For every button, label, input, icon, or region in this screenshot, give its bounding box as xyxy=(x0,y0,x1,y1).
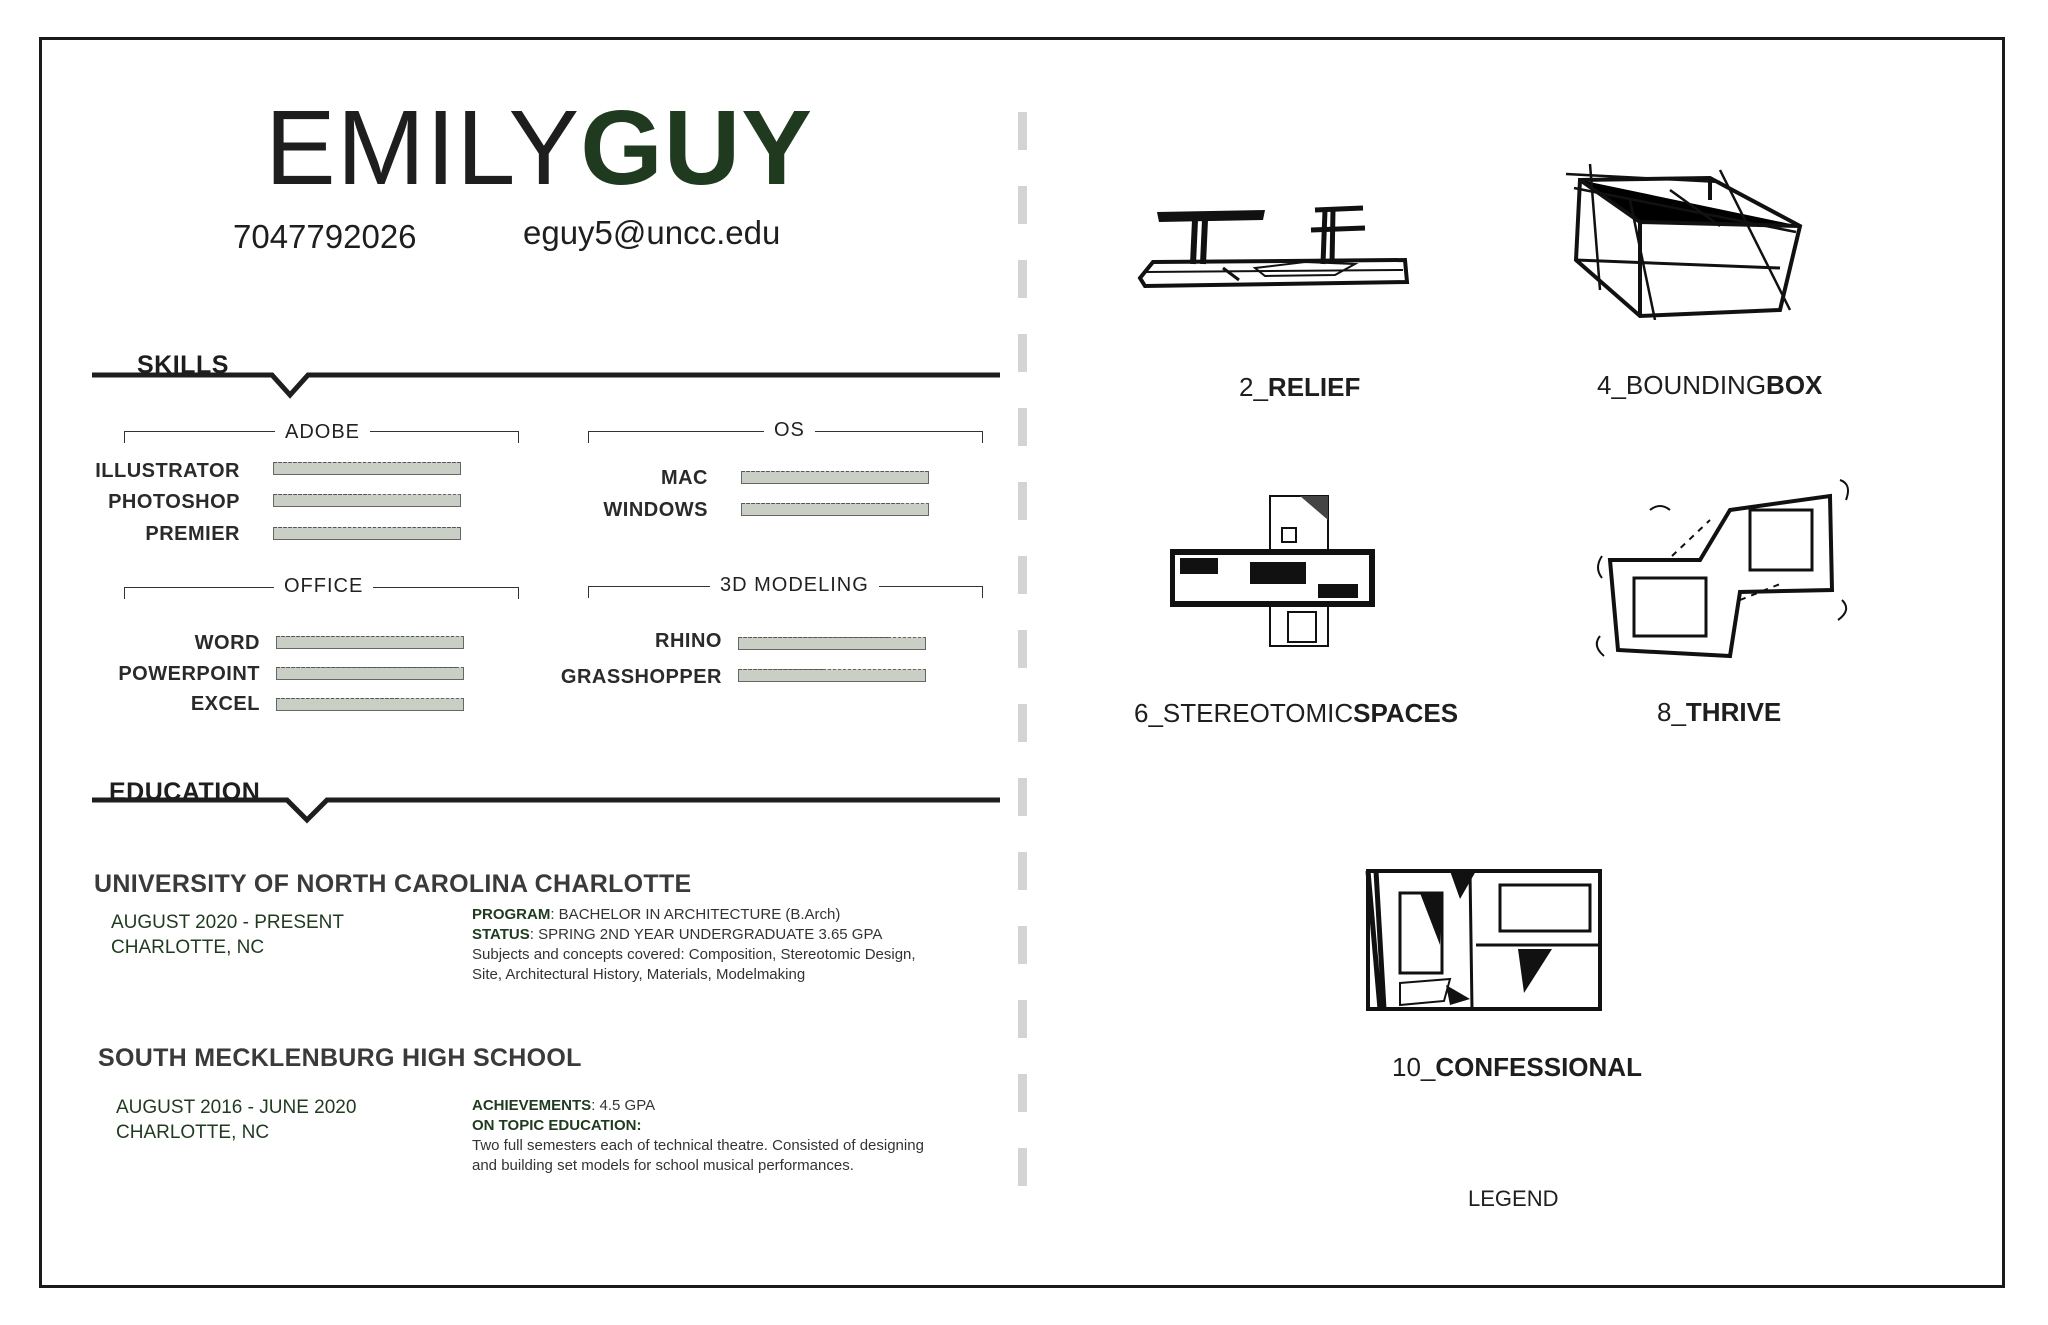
skill-bar-word-level xyxy=(277,636,454,639)
divider-dash xyxy=(1018,852,1027,890)
skill-label-windows: WINDOWS xyxy=(603,499,708,521)
smhs-details xyxy=(472,1096,932,1176)
modeling-category-label: 3D MODELING xyxy=(710,574,879,597)
divider-dash xyxy=(1018,1074,1027,1112)
divider-dash xyxy=(1018,408,1027,446)
confessional-sketch-icon xyxy=(1340,865,1620,1015)
school-name-smhs: SOUTH MECKLENBURG HIGH SCHOOL xyxy=(98,1044,582,1072)
divider-dash xyxy=(1018,556,1027,594)
skill-bar-photoshop-level xyxy=(274,494,367,497)
skill-label-mac: MAC xyxy=(660,467,708,489)
last-name: GUY xyxy=(580,89,813,207)
skill-bar-photoshop xyxy=(273,494,461,507)
skill-bar-powerpoint xyxy=(276,667,464,680)
skill-bar-mac xyxy=(741,471,929,484)
email-address[interactable]: eguy5@uncc.edu xyxy=(523,214,781,251)
uncc-dates: AUGUST 2020 - PRESENT xyxy=(111,912,345,933)
uncc-program-label: PROGRAM xyxy=(472,906,551,923)
skill-bar-excel xyxy=(276,698,464,711)
skill-bar-powerpoint-level xyxy=(277,667,457,670)
uncc-subjects: Subjects and concepts covered: Composition, Stereotomic Design, Site, Architectural History, Materials, Modelmaking xyxy=(472,946,916,983)
relief-sketch-icon xyxy=(1135,200,1415,300)
smhs-location: CHARLOTTE, NC xyxy=(116,1122,270,1143)
uncc-status-value: : SPRING 2ND YEAR UNDERGRADUATE 3.65 GPA xyxy=(529,926,883,943)
divider-dash xyxy=(1018,186,1027,224)
skills-rule xyxy=(92,365,1000,401)
skill-bar-rhino xyxy=(738,637,926,650)
skill-bar-premier xyxy=(273,527,461,540)
skill-label-illustrator: ILLUSTRATOR xyxy=(95,460,240,482)
skills-title: SKILLS xyxy=(137,351,229,379)
uncc-program-value: : BACHELOR IN ARCHITECTURE (B.Arch) xyxy=(550,906,841,923)
skill-label-photoshop: PHOTOSHOP xyxy=(108,491,240,513)
school-name-uncc: UNIVERSITY OF NORTH CAROLINA CHARLOTTE xyxy=(94,870,692,898)
skill-label-word: WORD xyxy=(194,632,260,654)
thrive-sketch-icon xyxy=(1590,460,1860,670)
education-rule xyxy=(92,790,1000,826)
smhs-achievements-label: ACHIEVEMENTS xyxy=(472,1097,592,1114)
education-title: EDUCATION xyxy=(109,778,261,806)
project-label-confessional: 10_CONFESSIONAL xyxy=(1392,1052,1642,1082)
legend-label: LEGEND xyxy=(1468,1186,1559,1211)
divider-dash xyxy=(1018,630,1027,668)
project-label-bounding-box: 4_BOUNDINGBOX xyxy=(1597,370,1823,400)
smhs-achievements-value: : 4.5 GPA xyxy=(591,1097,656,1114)
divider-dash xyxy=(1018,482,1027,520)
adobe-category-label: ADOBE xyxy=(275,421,370,444)
uncc-status-label: STATUS xyxy=(472,926,530,943)
name-heading xyxy=(265,89,813,207)
skill-bar-premier-level xyxy=(274,527,460,530)
skill-bar-word xyxy=(276,636,464,649)
divider-dash xyxy=(1018,1148,1027,1186)
os-category-label: OS xyxy=(764,419,815,442)
skill-bar-windows xyxy=(741,503,929,516)
smhs-dates-block xyxy=(116,1095,356,1145)
divider-dash xyxy=(1018,704,1027,742)
smhs-dates: AUGUST 2016 - JUNE 2020 xyxy=(116,1097,357,1118)
divider-dash xyxy=(1018,334,1027,372)
office-category-label: OFFICE xyxy=(274,575,373,598)
smhs-topic-label: ON TOPIC EDUCATION: xyxy=(472,1117,642,1134)
skill-bar-grasshopper xyxy=(738,669,926,682)
divider-dash xyxy=(1018,778,1027,816)
uncc-dates-block xyxy=(111,910,344,960)
skill-bar-illustrator xyxy=(273,462,461,475)
project-label-thrive: 8_THRIVE xyxy=(1657,697,1782,727)
skill-bar-illustrator-level xyxy=(274,462,460,465)
divider-dash xyxy=(1018,112,1027,150)
skill-bar-excel-level xyxy=(277,698,398,701)
skill-bar-grasshopper-level xyxy=(739,669,823,672)
uncc-details xyxy=(472,905,932,985)
skill-bar-rhino-level xyxy=(739,637,888,640)
skill-label-powerpoint: POWERPOINT xyxy=(118,663,260,685)
skill-bar-mac-level xyxy=(742,471,928,474)
divider-dash xyxy=(1018,260,1027,298)
project-label-relief: 2_RELIEF xyxy=(1239,372,1361,402)
stereotomic-spaces-sketch-icon xyxy=(1170,492,1380,652)
uncc-location: CHARLOTTE, NC xyxy=(111,937,265,958)
skill-label-rhino: RHINO xyxy=(655,630,722,652)
bounding-box-sketch-icon xyxy=(1560,160,1810,320)
smhs-theatre-body: Two full semesters each of technical theatre. Consisted of designing and building set models for school musical performances. xyxy=(472,1137,924,1174)
divider-dash xyxy=(1018,1000,1027,1038)
phone-number: 7047792026 xyxy=(233,218,417,255)
skill-bar-windows-level xyxy=(742,503,900,506)
first-name: EMILY xyxy=(265,89,581,207)
skill-label-excel: EXCEL xyxy=(190,693,260,715)
divider-dash xyxy=(1018,926,1027,964)
skill-label-grasshopper: GRASSHOPPER xyxy=(560,666,722,688)
skill-label-premier: PREMIER xyxy=(145,523,240,545)
project-label-stereotomic-spaces: 6_STEREOTOMICSPACES xyxy=(1134,698,1459,728)
